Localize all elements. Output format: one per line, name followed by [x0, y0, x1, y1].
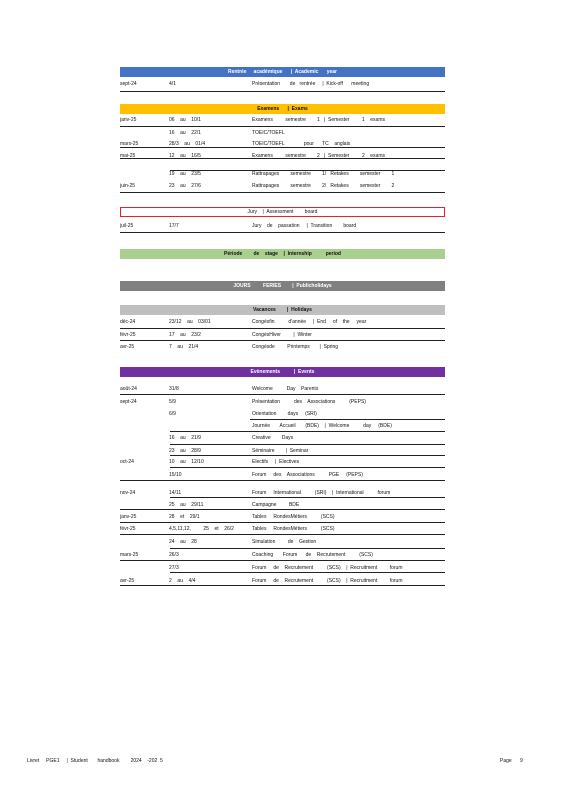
month-cell: avr-25 [120, 344, 135, 350]
date-cell: 31/8 [169, 386, 179, 392]
date-cell: 06 au 10/1 [169, 117, 201, 123]
date-cell: 6/9 [169, 411, 176, 417]
section-header-0 [120, 67, 445, 77]
section-title: Rentrée académique | Academic year [227, 69, 338, 75]
event-cell: Coaching Forum de Recrutement (SCS) [252, 552, 373, 558]
row-divider [170, 497, 445, 498]
event-cell: Séminaire | Seminar [252, 448, 309, 454]
section-header-1 [120, 104, 445, 114]
table-row [120, 385, 445, 394]
row-divider [120, 509, 445, 510]
event-cell: Présentation des Associations (PEPS) [252, 399, 366, 405]
month-cell: mai-25 [120, 153, 136, 159]
date-cell: 26/3 [169, 552, 179, 558]
date-cell: 4/1 [169, 81, 176, 87]
row-divider [120, 232, 445, 233]
table-row [120, 410, 445, 419]
month-cell: mars-25 [120, 552, 139, 558]
row-divider [170, 170, 445, 171]
row-divider [120, 560, 445, 561]
month-cell: avr-25 [120, 578, 135, 584]
row-divider [250, 419, 445, 420]
row-divider [170, 548, 445, 549]
table-row [120, 170, 445, 179]
date-cell: 7 au 21/4 [169, 344, 199, 350]
table-row [120, 152, 445, 161]
month-cell: janv-25 [120, 514, 137, 520]
month-cell: sept-24 [120, 399, 137, 405]
event-cell: Rattrapages semestre 2/ Retakes semester 2 [252, 183, 395, 189]
table-row [120, 434, 445, 443]
row-divider [120, 522, 445, 523]
page-number: Page 9 [500, 758, 523, 764]
date-cell: 16 au 21/9 [169, 435, 201, 441]
row-divider [170, 431, 445, 432]
table-row [120, 538, 445, 547]
section-title: Evènements | Events [250, 369, 315, 375]
section-title: Jury | Assessment board [247, 209, 318, 215]
date-cell: 14/11 [169, 490, 182, 496]
section-title: Examens | Exams [257, 106, 308, 112]
event-cell: CongésHiver | Winter [252, 332, 312, 338]
month-cell: juin-25 [120, 183, 136, 189]
section-header-4 [120, 281, 445, 291]
row-divider [120, 394, 445, 395]
table-row [120, 551, 445, 560]
row-divider [120, 585, 445, 586]
date-cell: 17 au 23/2 [169, 332, 201, 338]
section-title: Période de stage | Internship period [224, 251, 341, 257]
event-cell: Examens semestre 2 | Semester 2 exams [252, 153, 386, 159]
section-header-6 [120, 367, 445, 377]
table-row [120, 222, 445, 231]
event-cell: Congésde Printemps | Spring [252, 344, 339, 350]
date-cell: 27/3 [169, 565, 179, 571]
event-cell: Forum des Associations PGE (PEPS) [252, 472, 363, 478]
row-divider [120, 534, 445, 535]
event-cell: TOEIC/TOEFL pour TC anglais [252, 141, 351, 147]
date-cell: 5/9 [169, 399, 176, 405]
event-cell: Forum International (SRI) | International forum [252, 490, 391, 496]
event-cell: Welcome Day Parents [252, 386, 319, 392]
section-header-3 [120, 249, 445, 259]
table-row [120, 318, 445, 327]
event-cell: Jury de passation | Transition board [252, 223, 357, 229]
event-cell: Tables RondesMétiers (SCS) [252, 514, 335, 520]
row-divider [170, 444, 445, 445]
table-row [120, 513, 445, 522]
event-cell: Campagne BDE [252, 502, 300, 508]
event-cell: Rattrapages semestre 1/ Retakes semester 1 [252, 171, 395, 177]
event-cell: Creative Days [252, 435, 294, 441]
table-row [120, 422, 445, 431]
event-cell: Tables RondesMétiers (SCS) [252, 526, 335, 532]
date-cell: 10 au 12/10 [169, 459, 204, 465]
table-row [120, 343, 445, 352]
event-cell: Journée Accueil (BDE) | Welcome day (BDE) [252, 423, 392, 429]
row-divider [120, 340, 445, 341]
month-cell: sept-24 [120, 81, 137, 87]
event-cell: Forum de Recrutement (SCS) | Recruitment forum [252, 578, 403, 584]
month-cell: janv-25 [120, 117, 137, 123]
row-divider [120, 147, 445, 148]
table-row [120, 80, 445, 89]
date-cell: 15/10 [169, 472, 182, 478]
row-divider [170, 572, 445, 573]
month-cell: févr-25 [120, 332, 136, 338]
date-cell: 23 au 27/6 [169, 183, 201, 189]
table-row [120, 129, 445, 138]
section-header-2 [120, 207, 445, 217]
footer-title: Livret PGE1 | Student handbook 2024 -202 5 [27, 758, 163, 764]
table-row [120, 182, 445, 191]
event-cell: Electifs | Electives [252, 459, 300, 465]
table-row [120, 398, 445, 407]
event-cell: Forum de Recrutement (SCS) | Recruitment forum [252, 565, 403, 571]
row-divider [120, 91, 445, 92]
date-cell: 23/12 au 03/01 [169, 319, 211, 325]
date-cell: 19 au 23/5 [169, 171, 201, 177]
date-cell: 17/7 [169, 223, 179, 229]
month-cell: mars-25 [120, 141, 139, 147]
date-cell: 2 au 4/4 [169, 578, 196, 584]
row-divider [170, 467, 445, 468]
month-cell: oct-24 [120, 459, 134, 465]
date-cell: 4,5,11,12, 25 et 26/2 [169, 526, 234, 532]
event-cell: Examens semestre 1 | Semester 1 exams [252, 117, 386, 123]
date-cell: 28/3 au 01/4 [169, 141, 206, 147]
event-cell: Orientation days (SRI) [252, 411, 317, 417]
section-title: JOURS FERIES | Publicholidays [233, 283, 332, 289]
event-cell: Congésfin d'année | End of the year [252, 319, 367, 325]
table-row [120, 471, 445, 480]
table-row [120, 525, 445, 534]
date-cell: 28 et 29/1 [169, 514, 200, 520]
table-row [120, 458, 445, 467]
table-row [120, 116, 445, 125]
row-divider [170, 455, 445, 456]
date-cell: 16 au 22/1 [169, 130, 201, 136]
section-header-5 [120, 305, 445, 315]
month-cell: nov-24 [120, 490, 136, 496]
event-cell: Simulation de Gestion [252, 539, 317, 545]
month-cell: févr-25 [120, 526, 136, 532]
row-divider [120, 480, 445, 481]
event-cell: TOEIC/TOEFL [252, 130, 285, 136]
row-divider [120, 126, 445, 127]
section-title: Vacances | Holidays [253, 307, 312, 313]
date-cell: 23 au 28/9 [169, 448, 201, 454]
event-cell: Présentation de rentrée | Kick-off meeting [252, 81, 370, 87]
month-cell: août-24 [120, 386, 137, 392]
month-cell: déc-24 [120, 319, 136, 325]
date-cell: 12 au 16/5 [169, 153, 201, 159]
month-cell: juil-25 [120, 223, 134, 229]
table-row [120, 331, 445, 340]
date-cell: 25 au 29/11 [169, 502, 204, 508]
row-divider [120, 192, 445, 193]
date-cell: 24 au 28 [169, 539, 197, 545]
row-divider [120, 328, 445, 329]
row-divider [120, 158, 445, 159]
